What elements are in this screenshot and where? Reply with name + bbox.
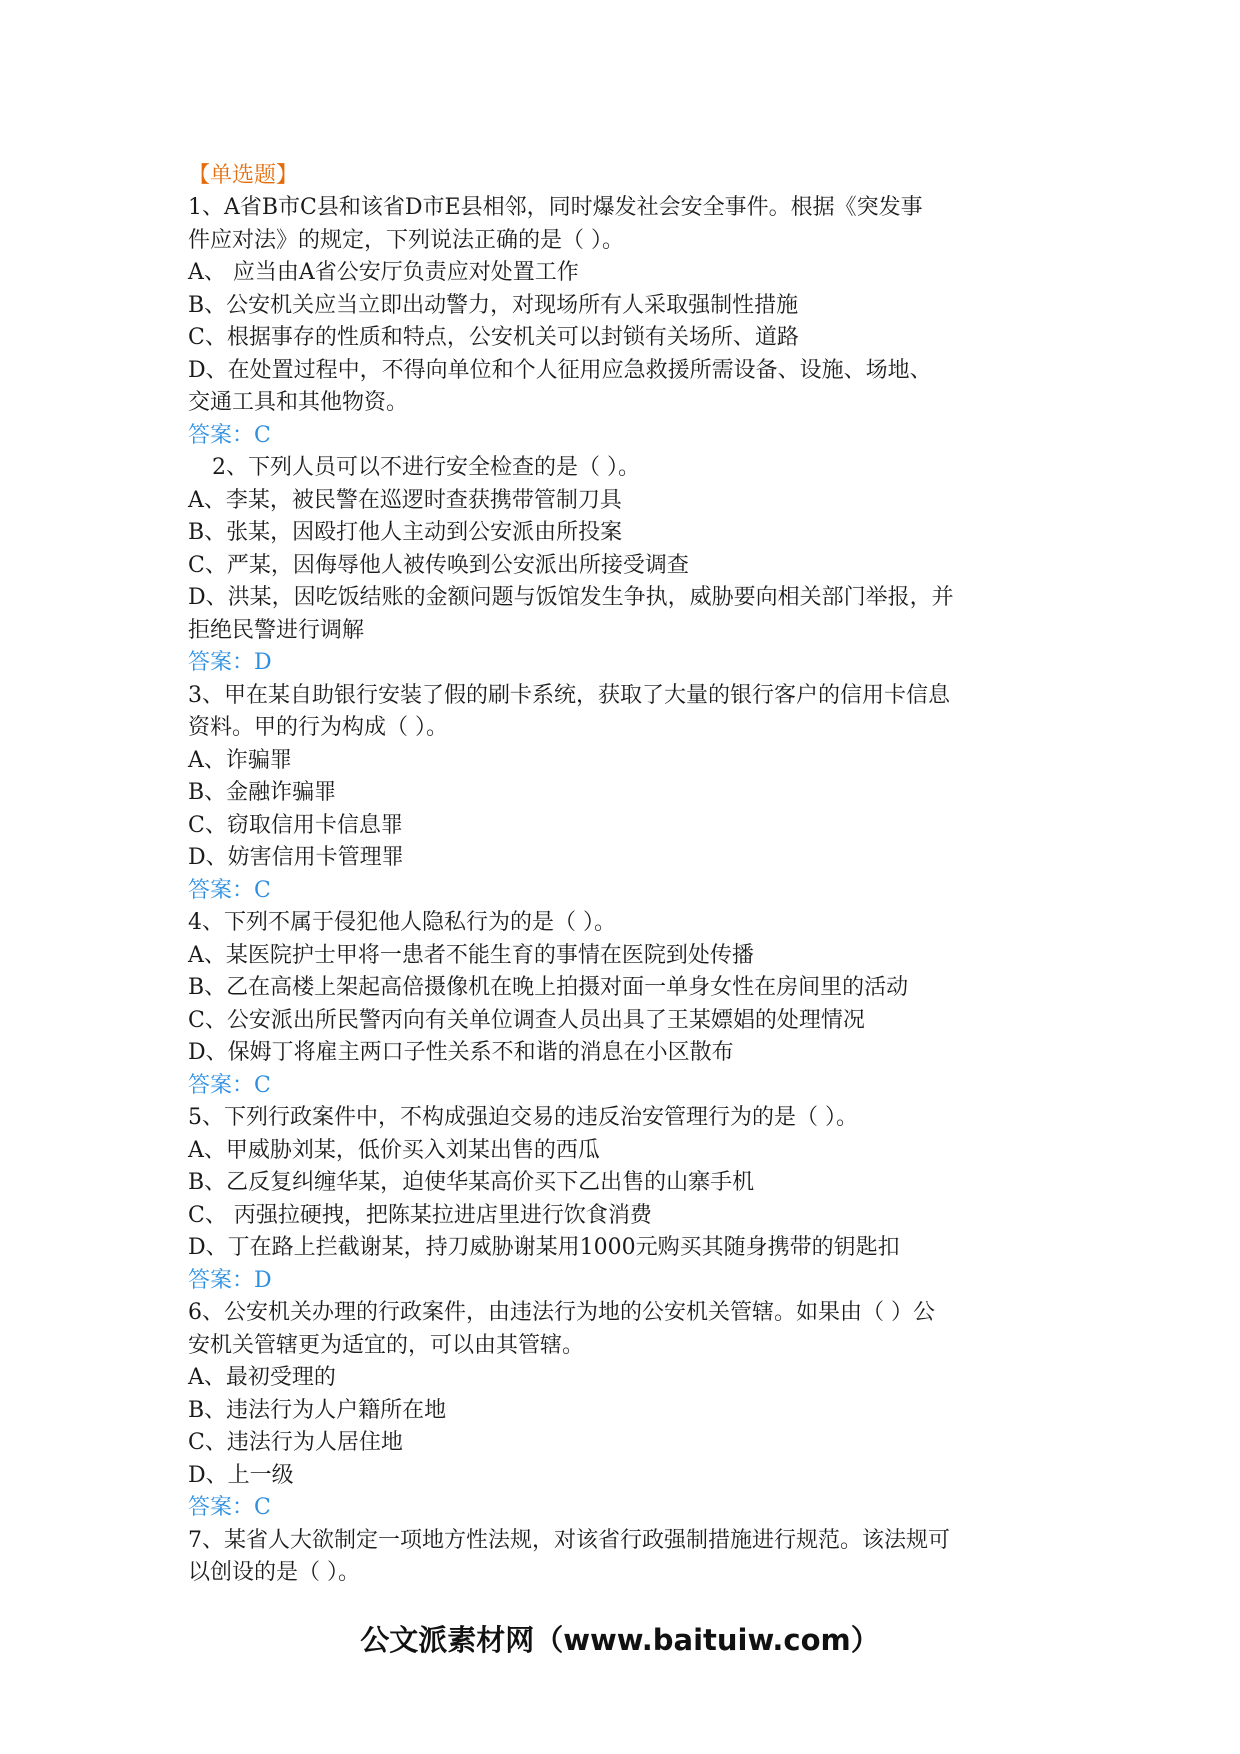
question-line: 7、某省人大欲制定一项地方性法规，对该省行政强制措施进行规范。该法规可 [188,1527,950,1553]
question-line: 6、公安机关办理的行政案件，由违法行为地的公安机关管辖。如果由（ ）公 [188,1300,935,1325]
answer-line: 答案：C [188,877,271,903]
question-line: 资料。甲的行为构成（ ）。 [188,715,448,740]
option-line: A、甲威胁刘某，低价买入刘某出售的西瓜 [188,1137,600,1163]
option-line: B、金融诈骗罪 [188,780,337,805]
question-line: 以创设的是（ ）。 [188,1560,360,1585]
option-line: C、严某，因侮辱他人被传唤到公安派出所接受调查 [188,552,689,578]
option-line: A、最初受理的 [188,1365,336,1390]
option-line: C、违法行为人居住地 [188,1430,403,1455]
option-line: D、保姆丁将雇主两口子性关系不和谐的消息在小区散布 [188,1040,734,1065]
option-line: A、某医院护士甲将一患者不能生育的事情在医院到处传播 [188,942,754,968]
option-line: B、张某，因殴打他人主动到公安派由所投案 [188,520,623,545]
question-line: 安机关管辖更为适宜的，可以由其管辖。 [188,1332,585,1358]
answer-line: 答案：C [188,422,271,448]
option-line: C、 丙强拉硬拽，把陈某拉进店里进行饮食消费 [188,1202,652,1228]
answer-line: 答案：C [188,1495,271,1520]
option-line: B、乙反复纠缠华某，迫使华某高价买下乙出售的山寨手机 [188,1170,755,1195]
answer-line: 答案：D [188,1267,272,1293]
footer-watermark: 公文派素材网（www.baituiw.com） [360,1623,880,1657]
option-line: A、 应当由A省公安厅负责应对处置工作 [188,260,579,285]
question-line: 4、下列不属于侵犯他人隐私行为的是（ ）。 [188,910,616,935]
section-title: 【单选题】 [188,163,299,188]
question-list [188,192,1068,1590]
question-line: 2、下列人员可以不进行安全检查的是（ ）。 [212,455,640,480]
option-line: D、上一级 [188,1462,294,1488]
option-line: B、违法行为人户籍所在地 [188,1397,447,1423]
question-line: 3、甲在某自助银行安装了假的刷卡系统，获取了大量的银行客户的信用卡信息 [188,682,950,708]
option-line: B、公安机关应当立即出动警力，对现场所有人采取强制性措施 [188,292,799,318]
option-line: 交通工具和其他物资。 [188,390,409,415]
option-line: C、公安派出所民警丙向有关单位调查人员出具了王某嫖娼的处理情况 [188,1007,865,1033]
option-line: D、妨害信用卡管理罪 [188,845,404,870]
option-line: D、在处置过程中，不得向单位和个人征用应急救援所需设备、设施、场地、 [188,357,932,383]
document-body [188,160,1068,1590]
option-line: D、丁在路上拦截谢某，持刀威胁谢某用1000元购买其随身携带的钥匙扣 [188,1235,900,1260]
option-line: A、诈骗罪 [188,747,292,773]
answer-line: 答案：C [188,1072,271,1098]
question-line: 5、下列行政案件中，不构成强迫交易的违反治安管理行为的是（ ）。 [188,1105,858,1130]
question-line: 件应对法》的规定，下列说法正确的是（ ）。 [188,227,624,253]
answer-line: 答案：D [188,650,272,675]
option-line: C、根据事存的性质和特点，公安机关可以封锁有关场所、道路 [188,325,799,350]
option-line: C、窃取信用卡信息罪 [188,812,403,838]
option-line: A、李某，被民警在巡逻时查获携带管制刀具 [188,487,622,513]
option-line: B、乙在高楼上架起高倍摄像机在晚上拍摄对面一单身女性在房间里的活动 [188,975,909,1000]
option-line: D、洪某，因吃饭结账的金额问题与饭馆发生争执，威胁要向相关部门举报，并 [188,585,954,610]
question-line: 1、A省B市C县和该省D市E县相邻，同时爆发社会安全事件。根据《突发事 [188,195,923,220]
option-line: 拒绝民警进行调解 [188,617,365,643]
